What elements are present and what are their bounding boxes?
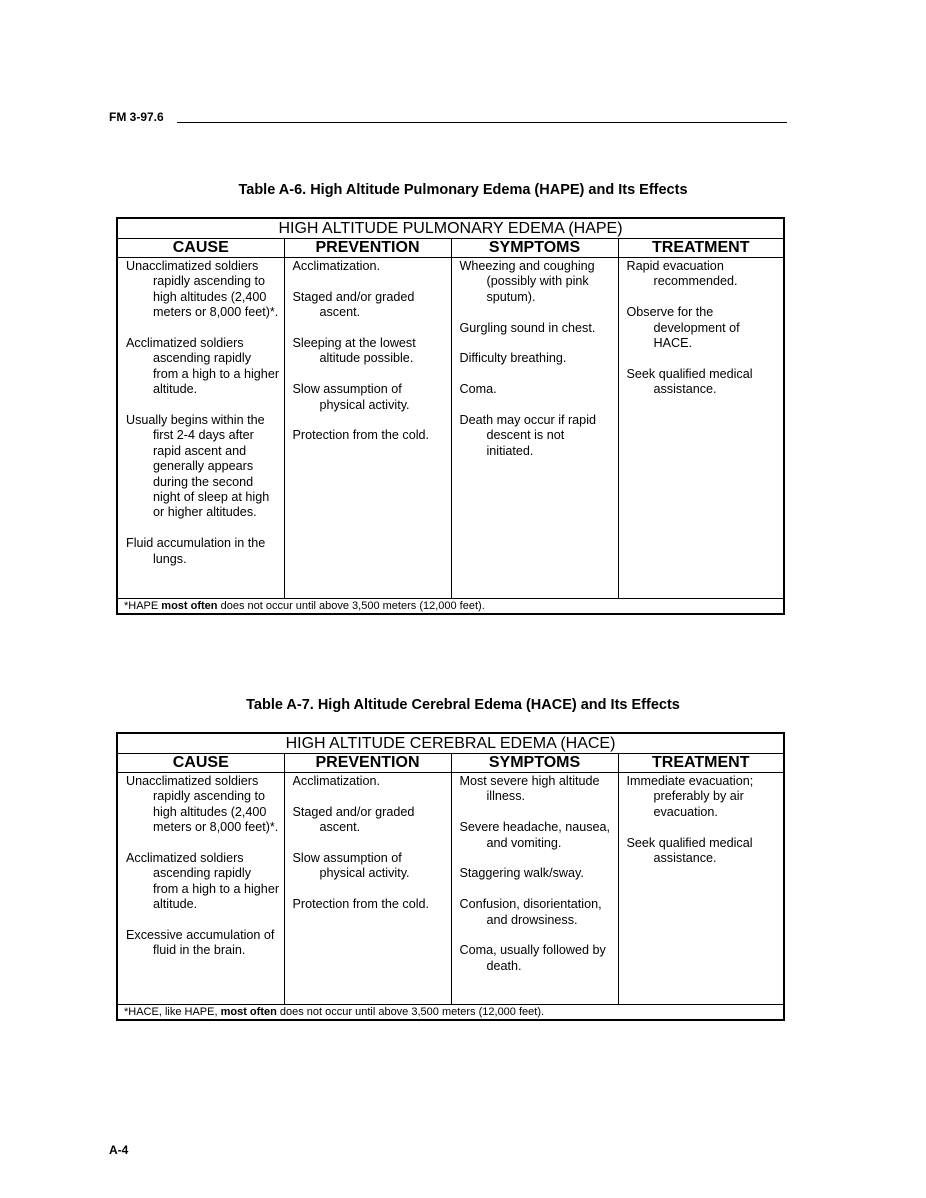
list-item: Acclimatization.	[292, 259, 380, 273]
column-header-symptoms: SYMPTOMS	[451, 239, 618, 258]
list-item: Unacclimatized soldiers rapidly ascending to high altitudes (2,400 meters or 8,000 feet)*.	[126, 259, 279, 320]
footnote-emphasis: most often	[220, 1006, 277, 1018]
list-item: Coma, usually followed by death.	[459, 943, 606, 973]
page-number: A-4	[109, 1143, 129, 1157]
column-header-cause: CAUSE	[117, 239, 284, 258]
column-header-symptoms: SYMPTOMS	[451, 754, 618, 773]
list-item: Gurgling sound in chest.	[459, 320, 596, 335]
list-item: Protection from the cold.	[292, 428, 429, 443]
list-item: Coma.	[459, 382, 497, 397]
list-item: Death may occur if rapid descent is not initiated.	[459, 413, 596, 458]
list-item: Staggering walk/sway.	[459, 866, 584, 881]
table-footnote	[117, 1005, 784, 1021]
footnote-text: *HACE, like HAPE,	[124, 1006, 221, 1018]
running-header	[109, 109, 787, 125]
column-header-treatment: TREATMENT	[618, 239, 784, 258]
list-item: Slow assumption of physical activity.	[292, 851, 410, 881]
prevention-cell	[284, 258, 451, 599]
column-header-cause: CAUSE	[117, 754, 284, 773]
list-item: Protection from the cold.	[292, 897, 429, 912]
column-header-prevention: PREVENTION	[284, 239, 451, 258]
hape-table	[116, 217, 785, 615]
list-item: Observe for the development of HACE.	[626, 305, 740, 351]
list-item: Acclimatization.	[292, 774, 380, 788]
list-item: Severe headache, nausea, and vomiting.	[459, 820, 611, 850]
prevention-cell	[284, 773, 451, 1005]
list-item: Staged and/or graded ascent.	[292, 804, 415, 835]
table-caption-hace: Table A-7. High Altitude Cerebral Edema (HACE) and Its Effects	[246, 697, 680, 713]
list-item: Most severe high altitude illness.	[459, 774, 600, 804]
table-footnote	[117, 599, 784, 615]
symptoms-cell	[451, 773, 618, 1005]
list-item: Sleeping at the lowest altitude possible.	[292, 336, 416, 366]
cause-cell	[117, 258, 284, 599]
footnote-emphasis: most often	[161, 600, 218, 612]
list-item: Confusion, disorientation, and drowsiness.	[459, 897, 602, 927]
list-item: Excessive accumulation of fluid in the brain.	[126, 928, 275, 958]
treatment-cell	[618, 773, 784, 1005]
table-title: HIGH ALTITUDE PULMONARY EDEMA (HAPE)	[117, 218, 784, 239]
list-item: Seek qualified medical assistance.	[626, 366, 753, 397]
treatment-cell	[618, 258, 784, 599]
list-item: Slow assumption of physical activity.	[292, 382, 410, 412]
table-caption-hape: Table A-6. High Altitude Pulmonary Edema (HAPE) and Its Effects	[238, 182, 688, 198]
footnote-text: does not occur until above 3,500 meters (12,000 feet).	[217, 600, 485, 612]
list-item: Acclimatized soldiers ascending rapidly from a high to a higher altitude.	[126, 851, 280, 912]
symptoms-cell	[451, 258, 618, 599]
cause-cell	[117, 773, 284, 1005]
list-item: Immediate evacuation; preferably by air evacuation.	[626, 774, 754, 819]
list-item: Seek qualified medical assistance.	[626, 835, 753, 866]
list-item: Rapid evacuation recommended.	[626, 259, 738, 289]
hace-table	[116, 732, 785, 1021]
list-item: Unacclimatized soldiers rapidly ascending to high altitudes (2,400 meters or 8,000 feet)*.	[126, 774, 279, 835]
footnote-text: *HAPE	[124, 600, 162, 612]
list-item: Wheezing and coughing (possibly with pink sputum).	[459, 259, 595, 304]
footnote-text: does not occur until above 3,500 meters (12,000 feet).	[276, 1006, 545, 1018]
list-item: Staged and/or graded ascent.	[292, 289, 415, 320]
document-id: FM 3-97.6	[109, 110, 164, 124]
column-header-treatment: TREATMENT	[618, 754, 784, 773]
header-rule	[177, 122, 787, 123]
list-item: Fluid accumulation in the lungs.	[126, 536, 266, 566]
list-item: Usually begins within the first 2-4 days after rapid ascent and generally appears during the second night of sleep at high or higher altitudes.	[126, 413, 270, 520]
column-header-prevention: PREVENTION	[284, 754, 451, 773]
list-item: Difficulty breathing.	[459, 351, 567, 366]
list-item: Acclimatized soldiers ascending rapidly from a high to a higher altitude.	[126, 336, 280, 397]
table-title: HIGH ALTITUDE CEREBRAL EDEMA (HACE)	[117, 733, 784, 754]
